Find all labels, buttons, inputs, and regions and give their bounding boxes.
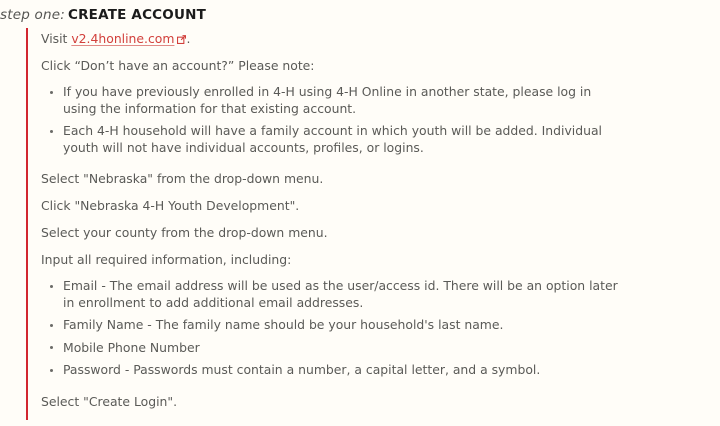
list-item — [41, 362, 626, 379]
visit-prefix-text: Visit — [41, 31, 72, 46]
list-item — [41, 84, 626, 117]
bullet-dot-icon — [50, 130, 53, 133]
4honline-link[interactable] — [71, 31, 174, 46]
step-select-state: Select "Nebraska" from the drop-down menu. — [41, 171, 324, 186]
bullet-dot-icon — [50, 91, 53, 94]
bullet-dot-icon — [50, 285, 53, 288]
list-item-label: Email - The email address will be used as the user/access id. There will be an option later in enrollment to add additional email addresses. — [63, 278, 618, 310]
list-item-label: If you have previously enrolled in 4-H using 4-H Online in another state, please log in using the information for that existing account. — [63, 84, 592, 116]
list-item-label: Each 4-H household will have a family account in which youth will be added. Individual youth will not have individual accounts, profiles, or logins. — [63, 123, 602, 155]
page-title — [0, 6, 206, 24]
bullet-dot-icon — [50, 346, 53, 349]
step-select-county: Select your county from the drop-down menu. — [41, 225, 328, 240]
list-item-label: Password - Passwords must contain a number, a capital letter, and a symbol. — [63, 362, 541, 377]
input-bullet-list — [41, 278, 626, 379]
bullet-dot-icon — [50, 324, 53, 327]
list-item-label: Mobile Phone Number — [63, 339, 200, 355]
step-title: CREATE ACCOUNT — [67, 7, 207, 23]
instruction-callout — [26, 28, 626, 420]
list-item — [41, 317, 626, 334]
step-click-program: Click "Nebraska 4-H Youth Development". — [41, 198, 300, 213]
list-item-label: Family Name - The family name should be your household's last name. — [63, 317, 504, 332]
note-bullet-list — [41, 84, 626, 156]
step-kicker: step one: — [0, 7, 65, 23]
list-item — [41, 278, 626, 311]
visit-line — [41, 30, 626, 47]
visit-suffix-text: . — [186, 31, 191, 46]
list-item — [41, 123, 626, 156]
note-intro: Click “Don’t have an account?” Please note: — [41, 58, 315, 73]
bullet-dot-icon — [50, 369, 53, 372]
step-create-login: Select "Create Login". — [41, 393, 178, 409]
input-intro: Input all required information, including: — [41, 252, 292, 267]
list-item — [41, 340, 626, 357]
4honline-link-label: v2.4honline.com — [71, 31, 175, 46]
